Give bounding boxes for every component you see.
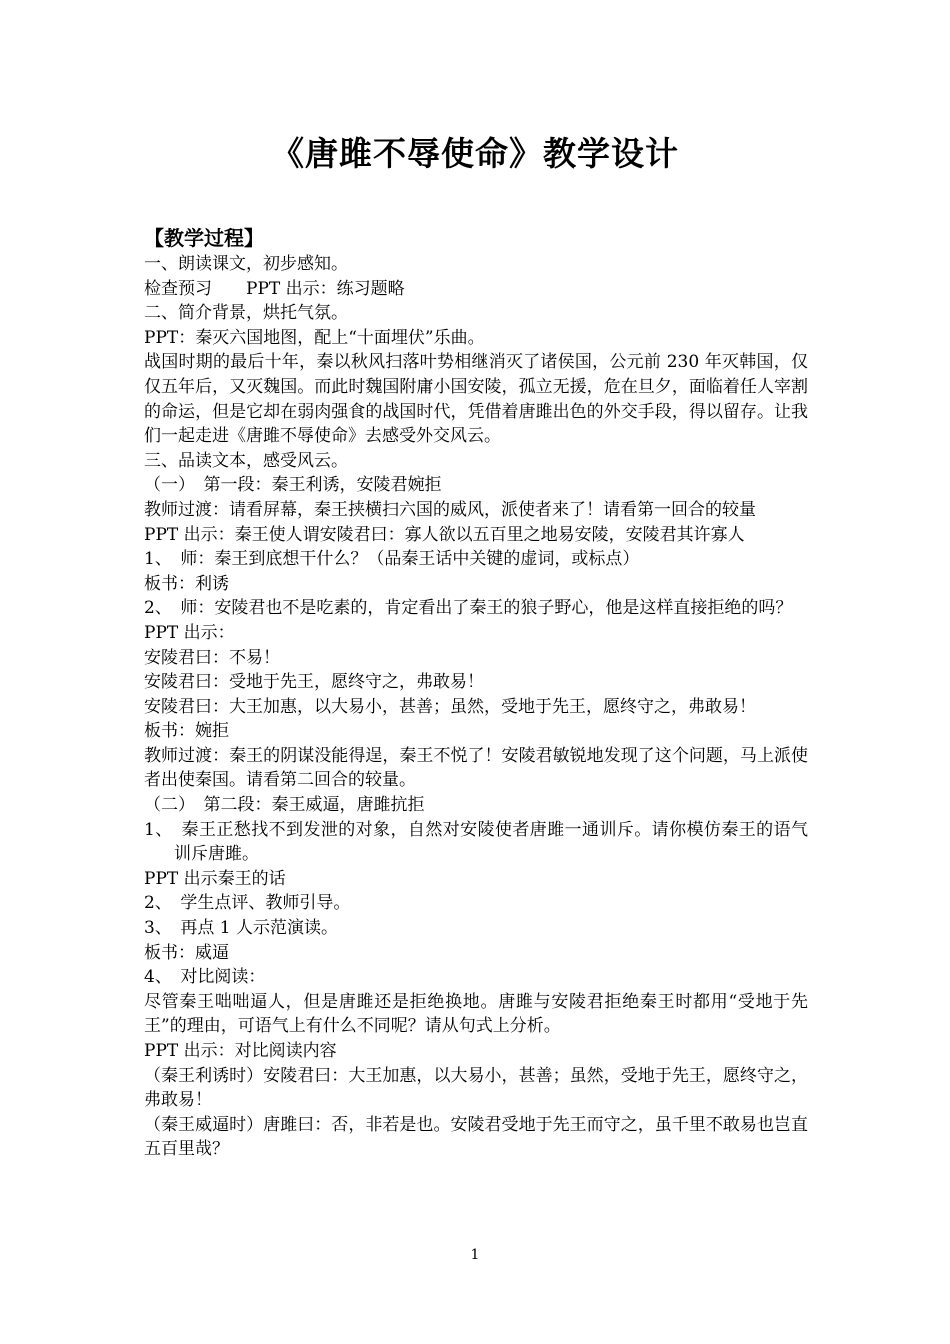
ppt-comparison-label: PPT 出示：对比阅读内容 bbox=[144, 1041, 337, 1061]
step-1-heading: 一、朗读课文，初步感知。 bbox=[144, 254, 348, 274]
anling-reply-3: 安陵君曰：大王加惠，以大易小，甚善；虽然，受地于先王，愿终守之，弗敢易！ bbox=[144, 696, 756, 717]
board-note-refuse: 板书：婉拒 bbox=[144, 721, 229, 742]
preview-check-line: 检查预习 PPT 出示：练习题略 bbox=[144, 278, 405, 299]
anling-reply-1: 安陵君曰：不易！ bbox=[144, 647, 280, 668]
comparison-quote-tangju: （秦王威逼时）唐雎曰：否，非若是也。安陵君受地于先王而守之，虽千里不敢易也岂直五百里哉？ bbox=[144, 1114, 808, 1160]
page-number: 1 bbox=[470, 1247, 480, 1263]
activity-2: 2、 学生点评、教师引导。 bbox=[144, 893, 351, 914]
part-1-heading: （一） 第一段：秦王利诱，安陵君婉拒 bbox=[144, 475, 442, 496]
ppt-show-label: PPT 出示： bbox=[144, 622, 235, 643]
activity-1: 1、 秦王正愁找不到发泄的对象，自然对安陵使者唐雎一通训斥。请你模仿秦王的语气训斥唐雎。 bbox=[144, 819, 808, 865]
board-note-lure: 板书：利诱 bbox=[144, 573, 229, 594]
step-3-heading: 三、品读文本，感受风云。 bbox=[144, 450, 348, 471]
ppt-qin-king-message: PPT 出示：秦王使人谓安陵君曰：寡人欲以五百里之地易安陵，安陵君其许寡人 bbox=[144, 524, 745, 545]
activity-4: 4、 对比阅读： bbox=[144, 967, 266, 988]
activity-3: 3、 再点 1 人示范演读。 bbox=[144, 918, 338, 939]
anling-reply-2: 安陵君曰：受地于先王，愿终守之，弗敢易！ bbox=[144, 672, 484, 693]
background-paragraph: 战国时期的最后十年，秦以秋风扫落叶势相继消灭了诸侯国，公元前 230 年灭韩国，仅仅五年后，又灭魏国。而此时魏国附庸小国安陵，孤立无援，危在旦夕，面临着任人宰割的命运，但是它却在弱肉强食的战国时代，凭借着唐雎出色的外交手段，得以留存。让我们一起走进《唐雎不辱使命》去感受外交风云。 bbox=[144, 352, 808, 447]
question-2: 2、 师：安陵君也不是吃素的，肯定看出了秦王的狼子野心，他是这样直接拒绝的吗？ bbox=[144, 598, 793, 619]
document-title: 《唐雎不辱使命》教学设计 bbox=[271, 134, 679, 173]
board-note-coerce: 板书：威逼 bbox=[144, 942, 229, 963]
document-body bbox=[144, 224, 808, 1162]
ppt-qin-king-words: PPT 出示秦王的话 bbox=[144, 868, 286, 889]
ppt-map-line: PPT：秦灭六国地图，配上“十面埋伏”乐曲。 bbox=[144, 327, 485, 348]
transition-paragraph-2: 教师过渡：秦王的阴谋没能得逞，秦王不悦了！安陵君敏锐地发现了这个问题，马上派使者出使秦国。请看第二回合的较量。 bbox=[144, 745, 808, 791]
part-2-heading: （二） 第二段：秦王威逼，唐雎抗拒 bbox=[144, 795, 425, 816]
step-2-heading: 二、简介背景，烘托气氛。 bbox=[144, 303, 348, 324]
transition-paragraph-1: 教师过渡：请看屏幕，秦王挟横扫六国的威风，派使者来了！请看第一回合的较量 bbox=[144, 499, 756, 520]
question-1: 1、 师：秦王到底想干什么？（品秦王话中关键的虚词，或标点） bbox=[144, 549, 640, 570]
comparison-quote-anling: （秦王利诱时）安陵君曰：大王加惠，以大易小，甚善；虽然，受地于先王，愿终守之，弗敢易！ bbox=[144, 1065, 808, 1111]
comparison-paragraph: 尽管秦王咄咄逼人，但是唐雎还是拒绝换地。唐雎与安陵君拒绝秦王时都用“受地于先王”的理由，可语气上有什么不同呢？请从句式上分析。 bbox=[144, 991, 808, 1037]
section-heading-teaching-process: 【教学过程】 bbox=[144, 226, 264, 250]
